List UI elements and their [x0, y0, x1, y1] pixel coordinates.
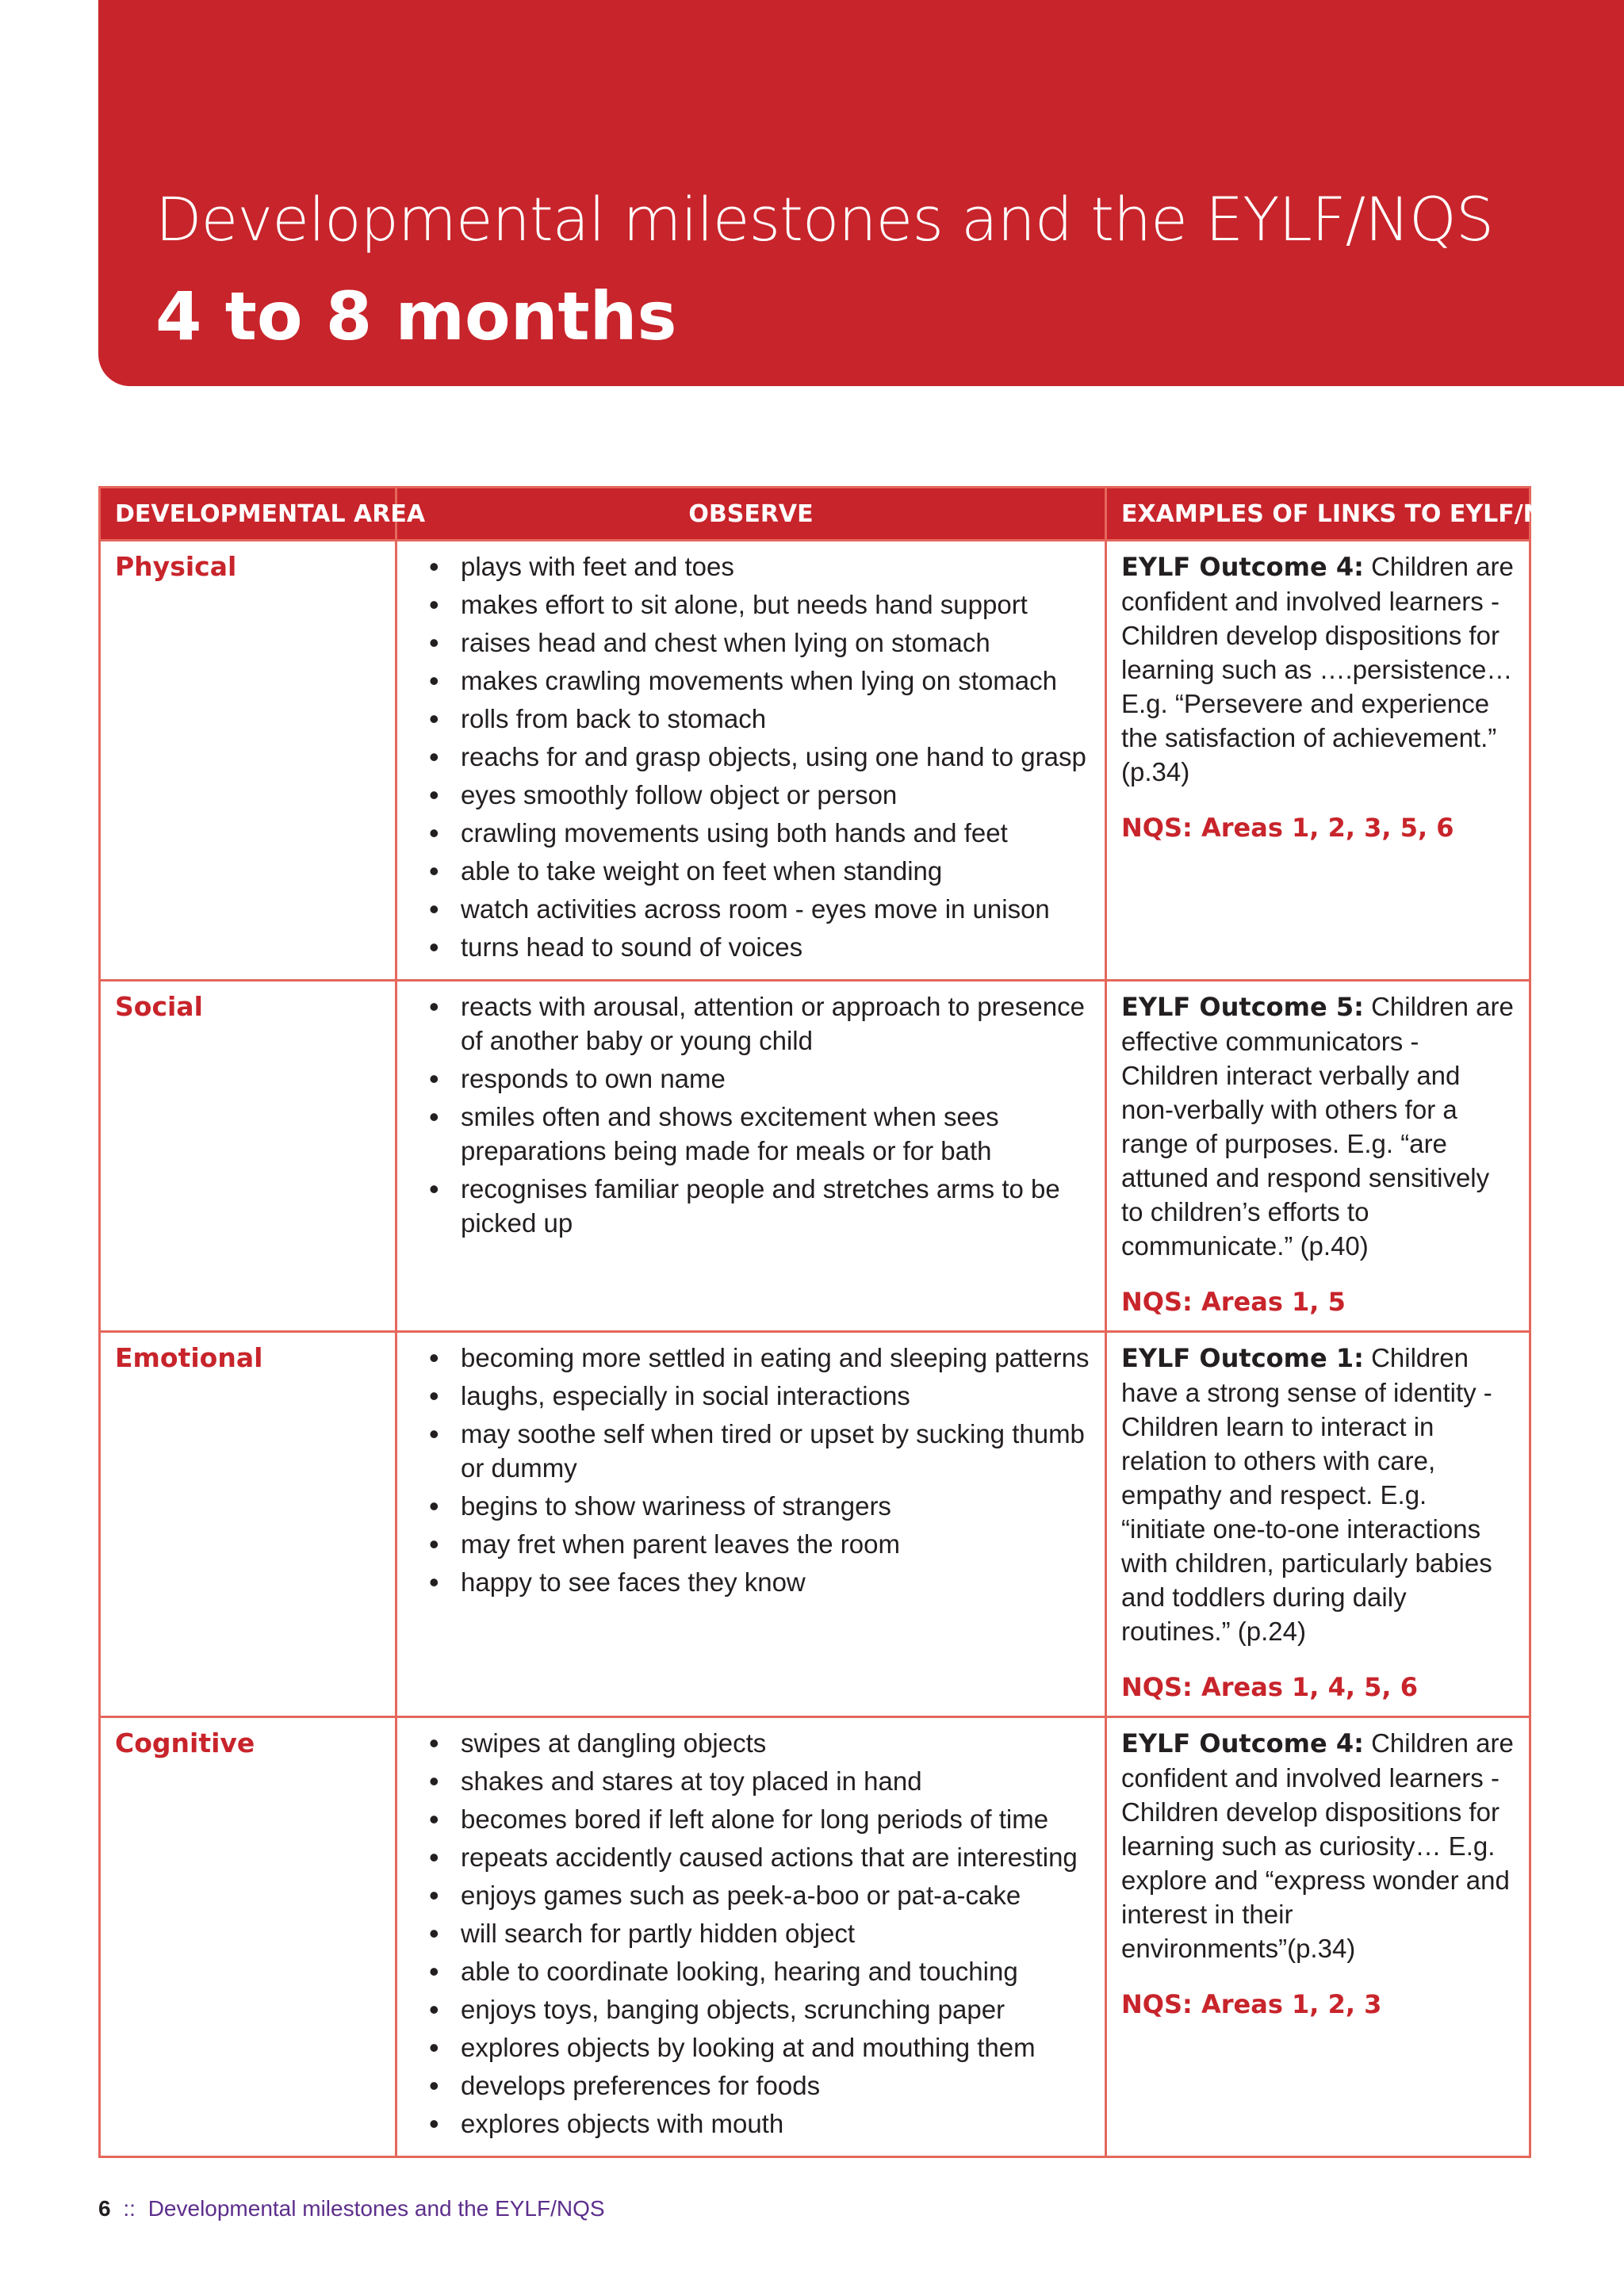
page-subtitle: 4 to 8 months [155, 277, 677, 355]
observe-cell [396, 981, 1106, 1332]
list-item: • raises head and chest when lying on stomach [419, 626, 1090, 660]
eylf-outcome-title: EYLF Outcome 4: [1121, 1728, 1364, 1758]
eylf-outcome-title: EYLF Outcome 4: [1121, 552, 1364, 582]
eylf-outcome-title: EYLF Outcome 5: [1121, 992, 1364, 1022]
table-row [100, 541, 1530, 981]
list-item: • repeats accidently caused actions that are interesting [419, 1840, 1090, 1874]
table-row [100, 1717, 1530, 2157]
list-item: • makes effort to sit alone, but needs hand support [419, 587, 1090, 622]
eylf-links-cell [1106, 1332, 1530, 1717]
eylf-outcome-text [1121, 1341, 1515, 1648]
observe-cell [396, 541, 1106, 981]
page-number: 6 [98, 2196, 111, 2221]
table-row [100, 1332, 1530, 1717]
list-item: • able to take weight on feet when standing [419, 854, 1090, 888]
table-row [100, 981, 1530, 1332]
observe-list [412, 1726, 1090, 2141]
eylf-outcome-description: Children are confident and involved learners - Children develop dispositions for learning such as curiosity… E.g. explore and “express wonder and interest in their environments”(p.34) [1121, 1728, 1514, 1963]
footer-text: Developmental milestones and the EYLF/NQS [147, 2196, 605, 2221]
list-item: • will search for partly hidden object [419, 1916, 1090, 1950]
list-item: • crawling movements using both hands and feet [419, 816, 1090, 850]
list-item: • reachs for and grasp objects, using one hand to grasp [419, 740, 1090, 774]
eylf-links-cell [1106, 981, 1530, 1332]
eylf-outcome-description: Children are confident and involved learners - Children develop dispositions for learning such as ….persistence… E.g. “Persevere and experience the satisfaction of achievement.” (p.34) [1121, 552, 1514, 786]
eylf-outcome-text [1121, 989, 1515, 1263]
list-item: • watch activities across room - eyes move in unison [419, 892, 1090, 926]
list-item: • turns head to sound of voices [419, 930, 1090, 964]
observe-list [412, 989, 1090, 1240]
list-item: • becoming more settled in eating and sleeping patterns [419, 1341, 1090, 1375]
list-item: • begins to show wariness of strangers [419, 1489, 1090, 1523]
eylf-outcome-description: Children have a strong sense of identity - Children learn to interact in relation to others with care, empathy and respect. E.g. “initiate one-to-one interactions with children, particularly babies and toddlers during daily routines.” (p.24) [1121, 1343, 1492, 1646]
list-item: • happy to see faces they know [419, 1565, 1090, 1599]
page-title: Developmental milestones and the EYLF/NQS [155, 184, 1494, 254]
eylf-outcome-text [1121, 1726, 1515, 1965]
list-item: • develops preferences for foods [419, 2068, 1090, 2103]
list-item: • smiles often and shows excitement when sees preparations being made for meals or for bath [419, 1100, 1090, 1168]
milestones-table [98, 486, 1580, 2158]
header-banner [98, 0, 1624, 386]
developmental-area-cell: Physical [100, 541, 396, 981]
list-item: • enjoys games such as peek-a-boo or pat-a-cake [419, 1878, 1090, 1912]
list-item: • swipes at dangling objects [419, 1726, 1090, 1760]
list-item: • may soothe self when tired or upset by sucking thumb or dummy [419, 1417, 1090, 1485]
eylf-outcome-text [1121, 549, 1515, 789]
developmental-area-cell: Social [100, 981, 396, 1332]
list-item: • makes crawling movements when lying on stomach [419, 664, 1090, 698]
column-header-area: DEVELOPMENTAL AREA [100, 488, 396, 541]
list-item: • laughs, especially in social interactions [419, 1379, 1090, 1413]
eylf-links-cell [1106, 1717, 1530, 2157]
eylf-links-cell [1106, 541, 1530, 981]
list-item: • may fret when parent leaves the room [419, 1527, 1090, 1561]
column-header-observe: OBSERVE [396, 488, 1106, 541]
observe-cell [396, 1717, 1106, 2157]
nqs-areas: NQS: Areas 1, 5 [1121, 1287, 1346, 1317]
list-item: • eyes smoothly follow object or person [419, 778, 1090, 812]
list-item: • becomes bored if left alone for long periods of time [419, 1802, 1090, 1836]
eylf-outcome-description: Children are effective communicators - Children interact verbally and non-verbally with others for a range of purposes. E.g. “are attuned and respond sensitively to children’s efforts to communicate.” (p.40) [1121, 992, 1514, 1261]
table-header-row [100, 488, 1530, 541]
observe-list [412, 549, 1090, 964]
list-item: • responds to own name [419, 1062, 1090, 1096]
column-header-links: EXAMPLES OF LINKS TO EYLF/NQS [1106, 488, 1530, 541]
observe-cell [396, 1332, 1106, 1717]
nqs-areas: NQS: Areas 1, 4, 5, 6 [1121, 1672, 1418, 1702]
nqs-areas: NQS: Areas 1, 2, 3, 5, 6 [1121, 813, 1454, 843]
list-item: • shakes and stares at toy placed in hand [419, 1764, 1090, 1798]
list-item: • recognises familiar people and stretches arms to be picked up [419, 1172, 1090, 1240]
developmental-area-cell: Cognitive [100, 1717, 396, 2157]
list-item: • explores objects by looking at and mouthing them [419, 2030, 1090, 2064]
observe-list [412, 1341, 1090, 1599]
footer-separator: :: [123, 2196, 136, 2221]
list-item: • rolls from back to stomach [419, 702, 1090, 736]
eylf-outcome-title: EYLF Outcome 1: [1121, 1343, 1364, 1373]
list-item: • reacts with arousal, attention or approach to presence of another baby or young child [419, 989, 1090, 1058]
developmental-area-cell: Emotional [100, 1332, 396, 1717]
list-item: • enjoys toys, banging objects, scrunching paper [419, 1992, 1090, 2026]
list-item: • explores objects with mouth [419, 2107, 1090, 2141]
nqs-areas: NQS: Areas 1, 2, 3 [1121, 1989, 1382, 2019]
list-item: • able to coordinate looking, hearing and touching [419, 1954, 1090, 1988]
page-footer [98, 2196, 605, 2221]
list-item: • plays with feet and toes [419, 549, 1090, 584]
